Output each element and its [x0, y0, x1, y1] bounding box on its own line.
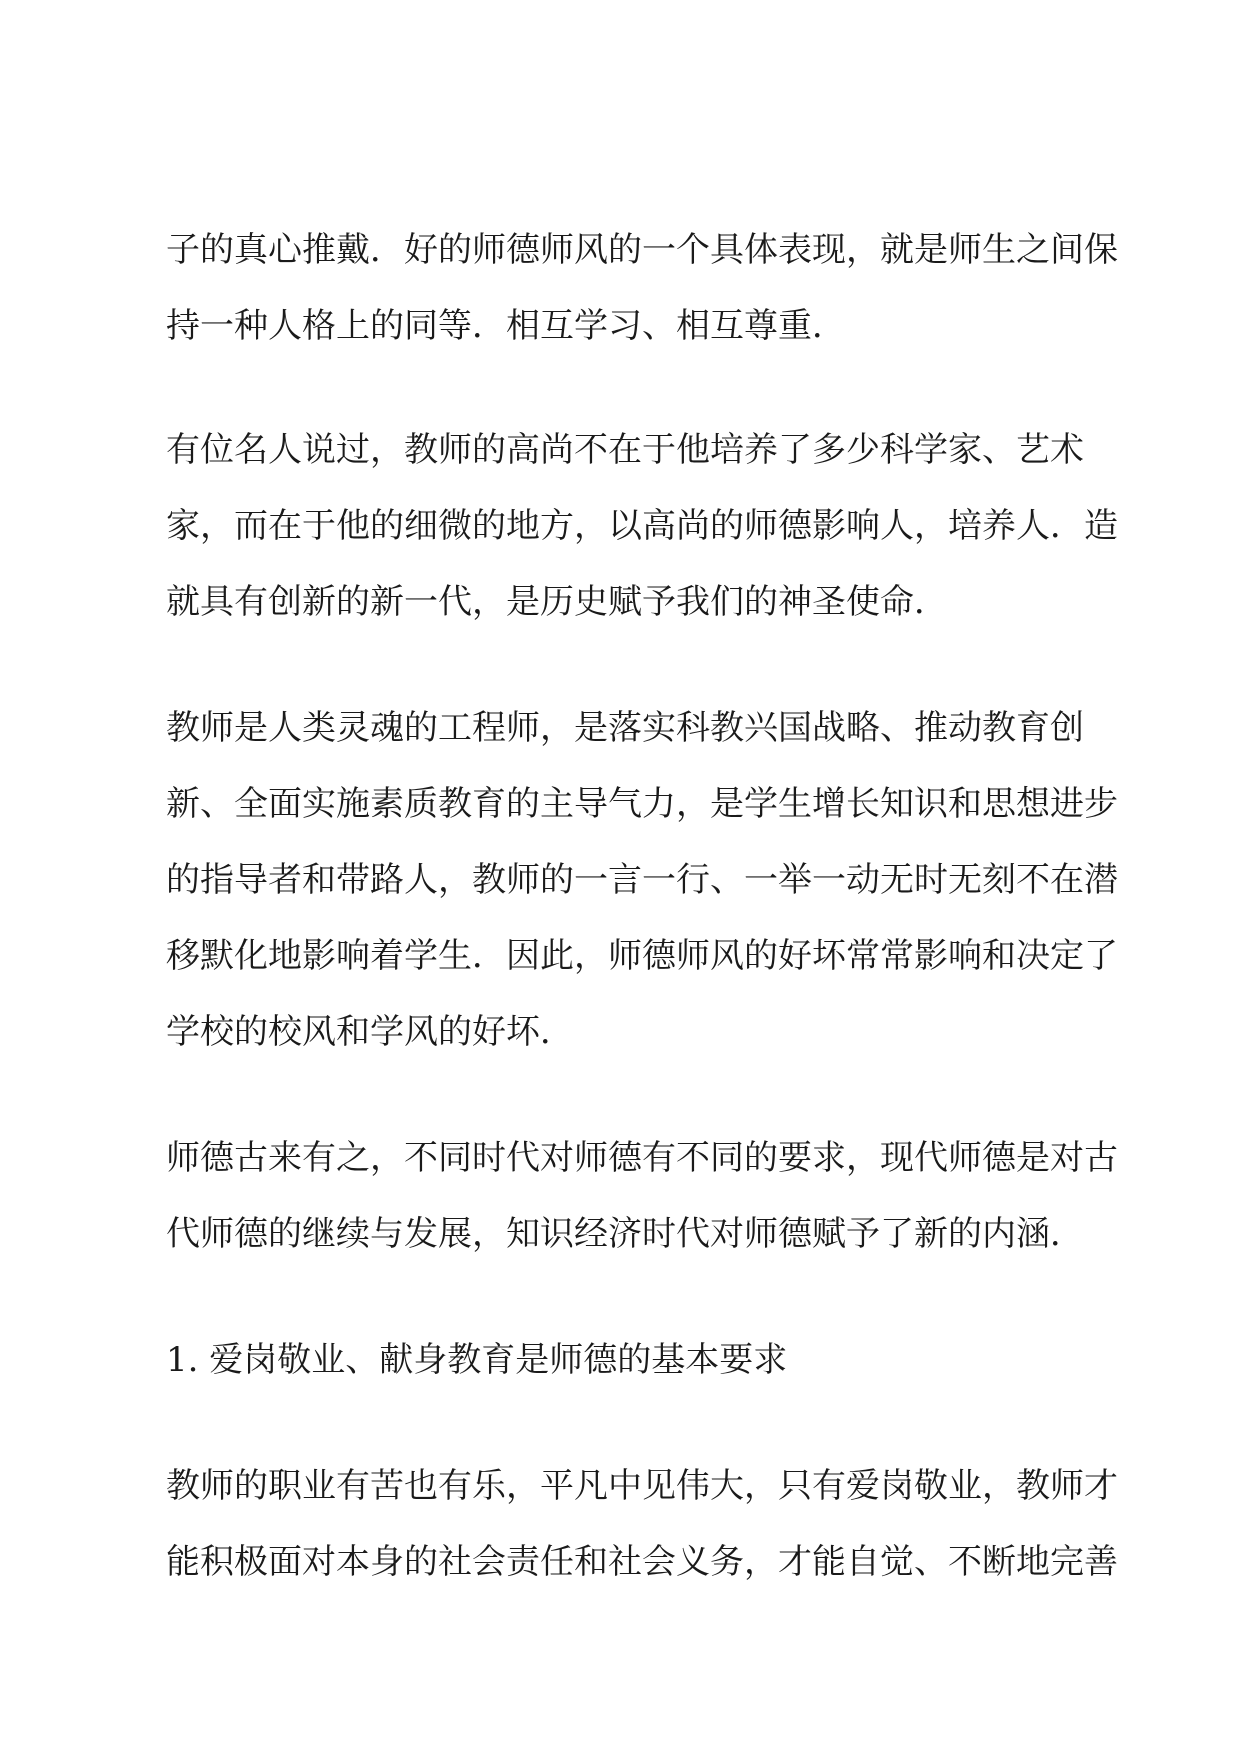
paragraph-3-line-2: 新、全面实施素质教育的主导气力，是学生增长知识和思想进步 [166, 784, 1118, 824]
paragraph-3-line-4: 移默化地影响着学生．因此，师德师风的好坏常常影响和决定了 [166, 936, 1118, 976]
paragraph-1-line-1: 子的真心推戴．好的师德师风的一个具体表现，就是师生之间保 [166, 230, 1118, 270]
paragraph-5-line-2: 能积极面对本身的社会责任和社会义务，才能自觉、不断地完善 [166, 1542, 1118, 1582]
paragraph-3-line-3: 的指导者和带路人，教师的一言一行、一举一动无时无刻不在潜 [166, 860, 1118, 900]
paragraph-2-line-1: 有位名人说过，教师的高尚不在于他培养了多少科学家、艺术 [166, 430, 1084, 470]
paragraph-2-line-3: 就具有创新的新一代，是历史赋予我们的神圣使命． [166, 582, 948, 622]
section-heading: 1. 爱岗敬业、献身教育是师德的基本要求 [166, 1340, 788, 1380]
paragraph-2-line-2: 家，而在于他的细微的地方，以高尚的师德影响人，培养人．造 [166, 506, 1118, 546]
paragraph-3-line-1: 教师是人类灵魂的工程师，是落实科教兴国战略、推动教育创 [166, 708, 1084, 748]
paragraph-4-line-1: 师德古来有之，不同时代对师德有不同的要求，现代师德是对古 [166, 1138, 1118, 1178]
paragraph-3-line-5: 学校的校风和学风的好坏． [166, 1012, 574, 1052]
paragraph-4-line-2: 代师德的继续与发展，知识经济时代对师德赋予了新的内涵． [166, 1214, 1084, 1254]
paragraph-1-line-2: 持一种人格上的同等．相互学习、相互尊重． [166, 306, 846, 346]
paragraph-5-line-1: 教师的职业有苦也有乐，平凡中见伟大，只有爱岗敬业，教师才 [166, 1466, 1118, 1506]
